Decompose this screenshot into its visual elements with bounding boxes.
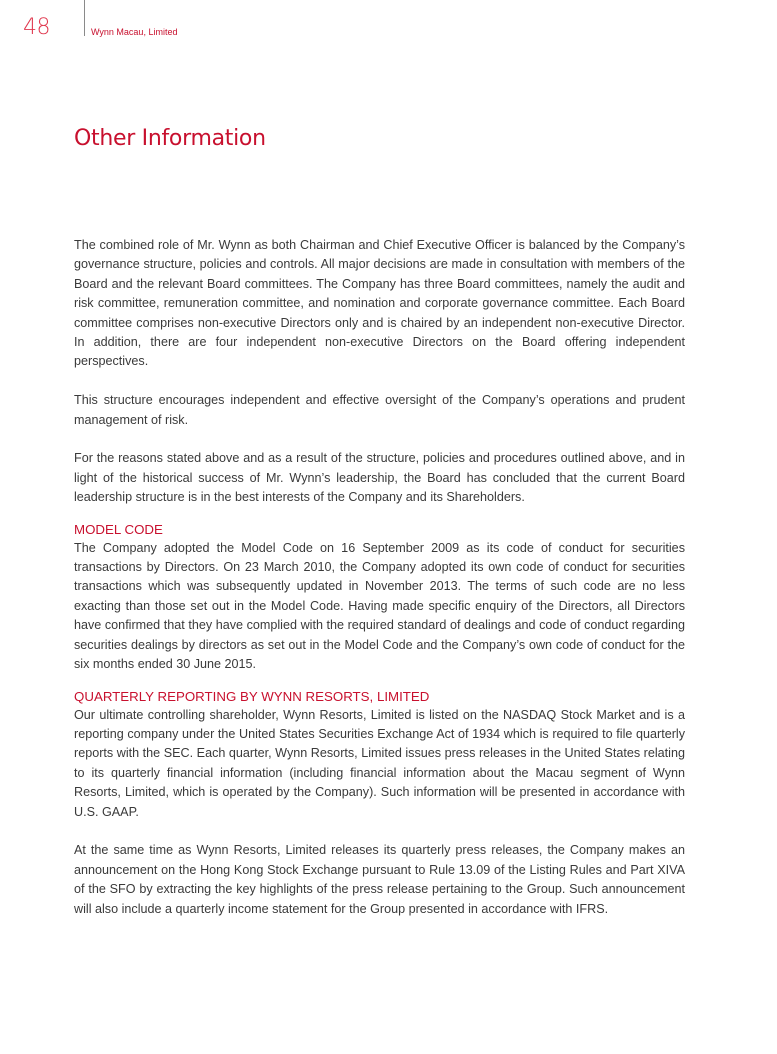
section-heading-quarterly-reporting: QUARTERLY REPORTING BY WYNN RESORTS, LIMITED — [74, 688, 430, 704]
section-paragraph: The Company adopted the Model Code on 16 September 2009 as its code of conduct for securities transactions by Directors. On 23 March 2010, the Company adopted its own code of conduct for securities transactions which was subsequently updated in November 2013. The terms of such code are no less exacting than those set out in the Model Code. Having made specific enquiry of the Directors, all Directors have confirmed that they have complied with the required standard of dealings and code of conduct regarding securities dealings by directors as set out in the Model Code and the Company’s own code of conduct for the six months ended 30 June 2015. — [74, 540, 685, 672]
document-body — [74, 236, 685, 919]
section-heading-model-code: MODEL CODE — [74, 521, 163, 537]
page-header — [0, 0, 777, 50]
header-divider — [84, 0, 85, 36]
intro-paragraph: For the reasons stated above and as a result of the structure, policies and procedures outlined above, and in light of the historical success of Mr. Wynn’s leadership, the Board has concluded that the current Board leadership structure is in the best interests of the Company and its Shareholders. — [74, 451, 685, 505]
section-paragraph: At the same time as Wynn Resorts, Limited releases its quarterly press releases, the Company makes an announcement on the Hong Kong Stock Exchange pursuant to Rule 13.09 of the Listing Rules and Part XIVA of the SFO by extracting the key highlights of the press release pertaining to the Group. Such announcement will also include a quarterly income statement for the Group presented in accordance with IFRS. — [74, 843, 685, 916]
company-name: Wynn Macau, Limited — [91, 27, 178, 37]
intro-paragraph: This structure encourages independent and effective oversight of the Company’s operations and prudent management of risk. — [74, 393, 685, 427]
section-paragraph: Our ultimate controlling shareholder, Wynn Resorts, Limited is listed on the NASDAQ Stock Market and is a reporting company under the United States Securities Exchange Act of 1934 which is required to file quarterly reports with the SEC. Each quarter, Wynn Resorts, Limited issues press releases in the United States relating to its quarterly financial information (including financial information about the Macau segment of Wynn Resorts, Limited, which is operated by the Company). Such information will be presented in accordance with U.S. GAAP. — [74, 707, 685, 819]
page-title: Other Information — [74, 126, 266, 151]
page-number: 48 — [23, 15, 50, 40]
intro-paragraph: The combined role of Mr. Wynn as both Chairman and Chief Executive Officer is balanced by the Company’s governance structure, policies and controls. All major decisions are made in consultation with members of the Board and the relevant Board committees. The Company has three Board committees, namely the audit and risk committee, remuneration committee, and nomination and corporate governance committee. Each Board committee comprises non-executive Directors only and is chaired by an independent non-executive Director. In addition, there are four independent non-executive Directors on the Board offering independent perspectives. — [74, 238, 685, 369]
